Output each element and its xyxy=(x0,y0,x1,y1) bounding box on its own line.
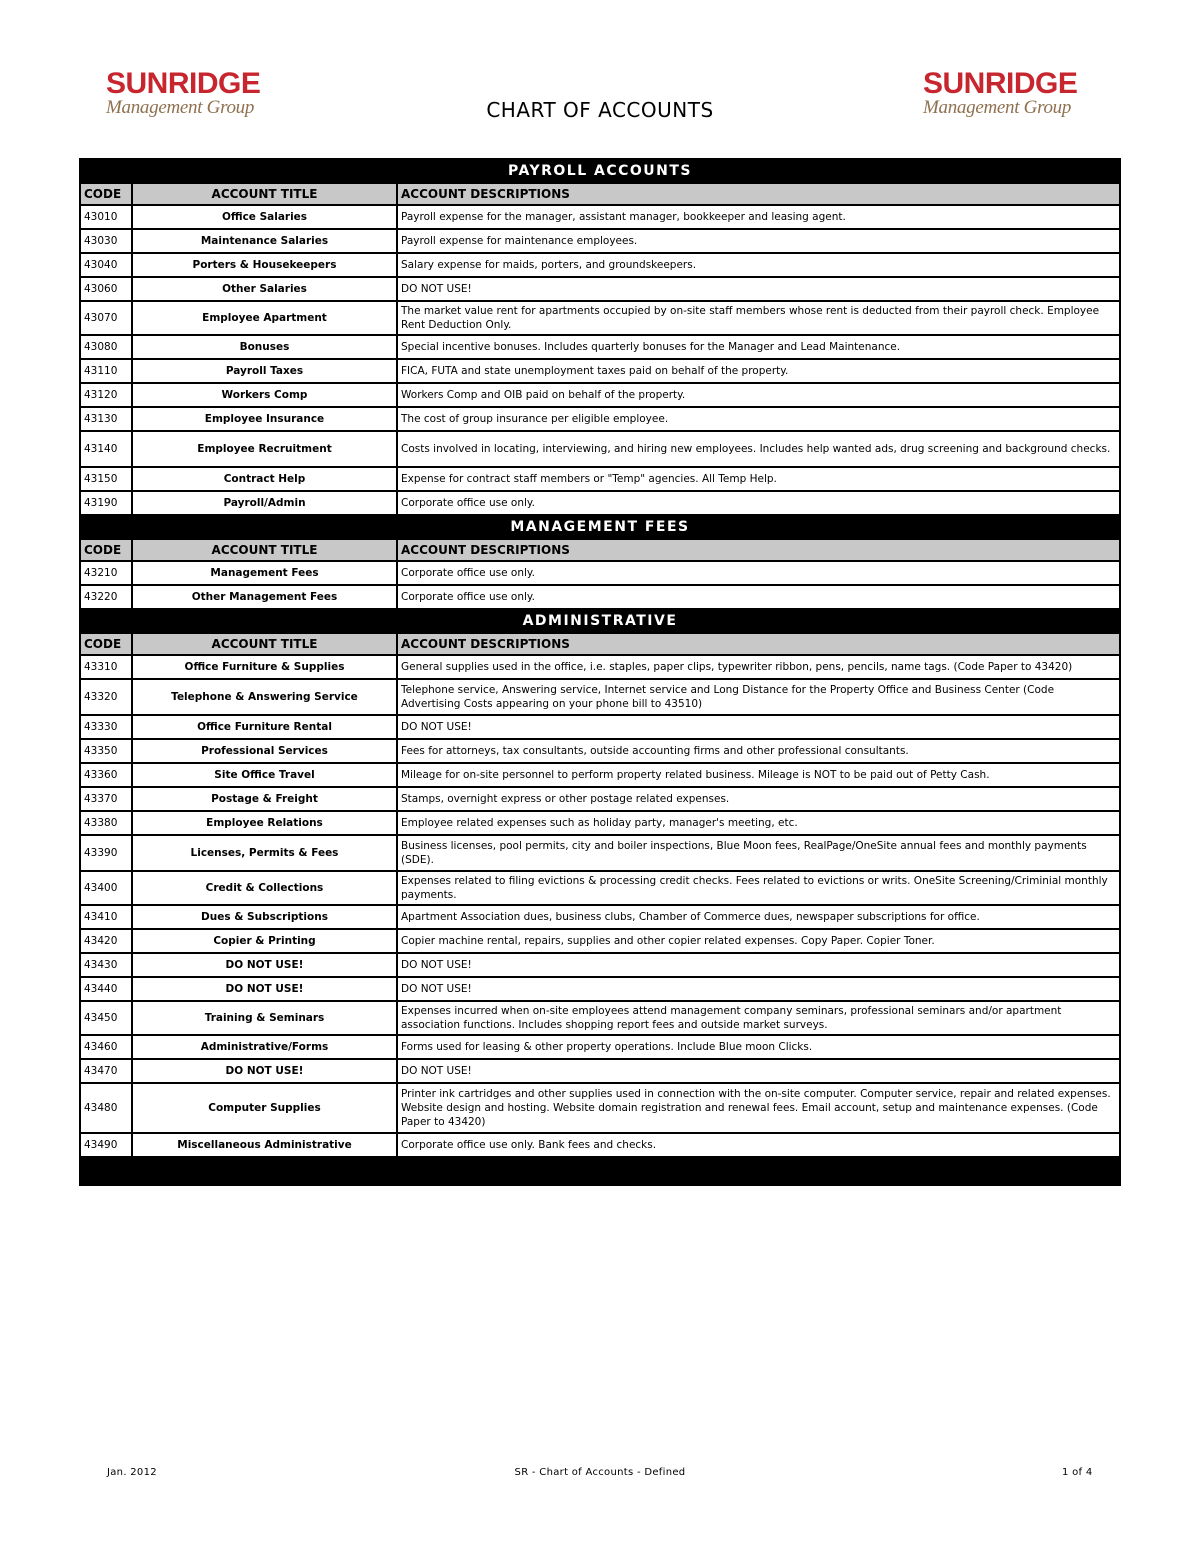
account-description: Printer ink cartridges and other supplies used in connection with the on-site computer. Computer service, repair and related expenses. Website design and hosting. Website domain registration and renewal fees. Email account, setup and maintenance expenses. (Code Paper to 43420) xyxy=(397,1083,1120,1133)
table-row xyxy=(80,1035,1120,1059)
table-row xyxy=(80,253,1120,277)
logo-tagline: Management Group xyxy=(923,97,1072,118)
account-code: 43140 xyxy=(80,431,132,467)
column-header-code: CODE xyxy=(80,539,132,561)
section-header xyxy=(80,159,1120,183)
account-code: 43440 xyxy=(80,977,132,1001)
account-code: 43040 xyxy=(80,253,132,277)
account-code: 43150 xyxy=(80,467,132,491)
account-title: Employee Insurance xyxy=(132,407,397,431)
table-row xyxy=(80,763,1120,787)
account-title: Payroll Taxes xyxy=(132,359,397,383)
account-description: The market value rent for apartments occupied by on-site staff members whose rent is deducted from their payroll check. Employee Rent Deduction Only. xyxy=(397,301,1120,335)
account-title: Dues & Subscriptions xyxy=(132,905,397,929)
account-title: Office Furniture Rental xyxy=(132,715,397,739)
account-title: Porters & Housekeepers xyxy=(132,253,397,277)
table-footer-bar xyxy=(80,1157,1120,1185)
account-title: DO NOT USE! xyxy=(132,953,397,977)
account-description: Copier machine rental, repairs, supplies and other copier related expenses. Copy Paper. Copier Toner. xyxy=(397,929,1120,953)
table-row xyxy=(80,467,1120,491)
account-title: Copier & Printing xyxy=(132,929,397,953)
account-description: Mileage for on-site personnel to perform property related business. Mileage is NOT to be paid out of Petty Cash. xyxy=(397,763,1120,787)
table-row xyxy=(80,787,1120,811)
account-title: Professional Services xyxy=(132,739,397,763)
section-title: PAYROLL ACCOUNTS xyxy=(80,159,1120,183)
account-code: 43430 xyxy=(80,953,132,977)
table-row xyxy=(80,585,1120,609)
account-title: Telephone & Answering Service xyxy=(132,679,397,715)
footer-date: Jan. 2012 xyxy=(107,1467,157,1478)
account-title: Training & Seminars xyxy=(132,1001,397,1035)
table-row xyxy=(80,561,1120,585)
account-code: 43210 xyxy=(80,561,132,585)
account-description: Forms used for leasing & other property operations. Include Blue moon Clicks. xyxy=(397,1035,1120,1059)
account-description: Fees for attorneys, tax consultants, outside accounting firms and other professional consultants. xyxy=(397,739,1120,763)
account-title: Bonuses xyxy=(132,335,397,359)
account-code: 43370 xyxy=(80,787,132,811)
column-header-title: ACCOUNT TITLE xyxy=(132,183,397,205)
account-description: Expense for contract staff members or "Temp" agencies. All Temp Help. xyxy=(397,467,1120,491)
account-description: The cost of group insurance per eligible employee. xyxy=(397,407,1120,431)
table-footer-bar-cell xyxy=(80,1157,1120,1185)
account-description: Workers Comp and OIB paid on behalf of the property. xyxy=(397,383,1120,407)
account-code: 43130 xyxy=(80,407,132,431)
account-description: Business licenses, pool permits, city and boiler inspections, Blue Moon fees, RealPage/OneSite annual fees and monthly payments (SDE). xyxy=(397,835,1120,871)
account-code: 43190 xyxy=(80,491,132,515)
account-code: 43460 xyxy=(80,1035,132,1059)
account-description: Corporate office use only. Bank fees and checks. xyxy=(397,1133,1120,1157)
table-row xyxy=(80,1001,1120,1035)
column-header-code: CODE xyxy=(80,633,132,655)
account-title: DO NOT USE! xyxy=(132,1059,397,1083)
account-description: Payroll expense for maintenance employees. xyxy=(397,229,1120,253)
table-row xyxy=(80,431,1120,467)
account-title: Postage & Freight xyxy=(132,787,397,811)
table-row xyxy=(80,655,1120,679)
account-title: Contract Help xyxy=(132,467,397,491)
account-title: Management Fees xyxy=(132,561,397,585)
account-code: 43400 xyxy=(80,871,132,905)
account-code: 43120 xyxy=(80,383,132,407)
account-description: Corporate office use only. xyxy=(397,585,1120,609)
account-code: 43380 xyxy=(80,811,132,835)
account-description: Corporate office use only. xyxy=(397,561,1120,585)
account-title: Computer Supplies xyxy=(132,1083,397,1133)
account-title: Employee Relations xyxy=(132,811,397,835)
table-row xyxy=(80,335,1120,359)
account-description: FICA, FUTA and state unemployment taxes paid on behalf of the property. xyxy=(397,359,1120,383)
column-header-row xyxy=(80,183,1120,205)
account-title: Office Salaries xyxy=(132,205,397,229)
account-code: 43110 xyxy=(80,359,132,383)
column-header-code: CODE xyxy=(80,183,132,205)
table-row xyxy=(80,871,1120,905)
section-header xyxy=(80,609,1120,633)
column-header-title: ACCOUNT TITLE xyxy=(132,539,397,561)
column-header-row xyxy=(80,539,1120,561)
table-row xyxy=(80,277,1120,301)
account-title: Office Furniture & Supplies xyxy=(132,655,397,679)
account-description: Stamps, overnight express or other postage related expenses. xyxy=(397,787,1120,811)
table-row xyxy=(80,811,1120,835)
page-title: CHART OF ACCOUNTS xyxy=(486,98,714,122)
logo-wordmark: SUNRIDGE xyxy=(106,67,261,100)
logo-wordmark: SUNRIDGE xyxy=(923,67,1078,100)
account-code: 43470 xyxy=(80,1059,132,1083)
table-row xyxy=(80,1083,1120,1133)
table-row xyxy=(80,679,1120,715)
account-code: 43490 xyxy=(80,1133,132,1157)
account-description: Corporate office use only. xyxy=(397,491,1120,515)
column-header-description: ACCOUNT DESCRIPTIONS xyxy=(397,183,1120,205)
column-header-description: ACCOUNT DESCRIPTIONS xyxy=(397,633,1120,655)
account-description: General supplies used in the office, i.e. staples, paper clips, typewriter ribbon, pens, pencils, name tags. (Code Paper to 43420) xyxy=(397,655,1120,679)
account-title: Payroll/Admin xyxy=(132,491,397,515)
footer-page-number: 1 of 4 xyxy=(1062,1467,1093,1478)
column-header-row xyxy=(80,633,1120,655)
account-description: DO NOT USE! xyxy=(397,1059,1120,1083)
account-code: 43030 xyxy=(80,229,132,253)
account-title: Other Salaries xyxy=(132,277,397,301)
account-code: 43450 xyxy=(80,1001,132,1035)
account-description: Payroll expense for the manager, assistant manager, bookkeeper and leasing agent. xyxy=(397,205,1120,229)
account-code: 43330 xyxy=(80,715,132,739)
column-header-title: ACCOUNT TITLE xyxy=(132,633,397,655)
account-description: Expenses incurred when on-site employees attend management company seminars, professional seminars and/or apartment association functions. Includes shopping report fees and outside market surveys. xyxy=(397,1001,1120,1035)
account-description: Salary expense for maids, porters, and groundskeepers. xyxy=(397,253,1120,277)
account-code: 43310 xyxy=(80,655,132,679)
account-title: Employee Recruitment xyxy=(132,431,397,467)
table-row xyxy=(80,205,1120,229)
table-row xyxy=(80,301,1120,335)
table-row xyxy=(80,715,1120,739)
table-row xyxy=(80,953,1120,977)
account-code: 43320 xyxy=(80,679,132,715)
table-row xyxy=(80,229,1120,253)
account-description: DO NOT USE! xyxy=(397,977,1120,1001)
account-code: 43480 xyxy=(80,1083,132,1133)
account-description: Apartment Association dues, business clubs, Chamber of Commerce dues, newspaper subscriptions for office. xyxy=(397,905,1120,929)
account-code: 43220 xyxy=(80,585,132,609)
section-header xyxy=(80,515,1120,539)
account-title: Employee Apartment xyxy=(132,301,397,335)
section-title: MANAGEMENT FEES xyxy=(80,515,1120,539)
account-title: Maintenance Salaries xyxy=(132,229,397,253)
section-title: ADMINISTRATIVE xyxy=(80,609,1120,633)
table-row xyxy=(80,929,1120,953)
table-row xyxy=(80,1133,1120,1157)
footer-document-name: SR - Chart of Accounts - Defined xyxy=(514,1467,686,1478)
sunridge-logo-right xyxy=(923,68,1103,119)
account-title: Workers Comp xyxy=(132,383,397,407)
account-code: 43060 xyxy=(80,277,132,301)
account-title: Miscellaneous Administrative xyxy=(132,1133,397,1157)
logo-tagline: Management Group xyxy=(106,97,255,118)
account-description: DO NOT USE! xyxy=(397,277,1120,301)
account-title: Administrative/Forms xyxy=(132,1035,397,1059)
account-code: 43420 xyxy=(80,929,132,953)
account-description: DO NOT USE! xyxy=(397,715,1120,739)
account-title: DO NOT USE! xyxy=(132,977,397,1001)
account-title: Licenses, Permits & Fees xyxy=(132,835,397,871)
chart-of-accounts-table xyxy=(79,158,1121,1186)
account-description: Expenses related to filing evictions & processing credit checks. Fees related to evictions or writs. OneSite Screening/Criminial monthly payments. xyxy=(397,871,1120,905)
account-title: Other Management Fees xyxy=(132,585,397,609)
account-description: Special incentive bonuses. Includes quarterly bonuses for the Manager and Lead Maintenance. xyxy=(397,335,1120,359)
account-code: 43390 xyxy=(80,835,132,871)
table-row xyxy=(80,835,1120,871)
table-row xyxy=(80,491,1120,515)
table-row xyxy=(80,383,1120,407)
table-row xyxy=(80,905,1120,929)
account-description: DO NOT USE! xyxy=(397,953,1120,977)
account-title: Site Office Travel xyxy=(132,763,397,787)
account-code: 43360 xyxy=(80,763,132,787)
account-title: Credit & Collections xyxy=(132,871,397,905)
account-code: 43410 xyxy=(80,905,132,929)
table-row xyxy=(80,359,1120,383)
table-row xyxy=(80,1059,1120,1083)
account-description: Telephone service, Answering service, Internet service and Long Distance for the Property Office and Business Center (Code Advertising Costs appearing on your phone bill to 43510) xyxy=(397,679,1120,715)
account-code: 43080 xyxy=(80,335,132,359)
table-row xyxy=(80,407,1120,431)
column-header-description: ACCOUNT DESCRIPTIONS xyxy=(397,539,1120,561)
table-row xyxy=(80,739,1120,763)
account-description: Costs involved in locating, interviewing, and hiring new employees. Includes help wanted ads, drug screening and background checks. xyxy=(397,431,1120,467)
table-row xyxy=(80,977,1120,1001)
account-description: Employee related expenses such as holiday party, manager's meeting, etc. xyxy=(397,811,1120,835)
account-code: 43350 xyxy=(80,739,132,763)
account-code: 43070 xyxy=(80,301,132,335)
account-code: 43010 xyxy=(80,205,132,229)
